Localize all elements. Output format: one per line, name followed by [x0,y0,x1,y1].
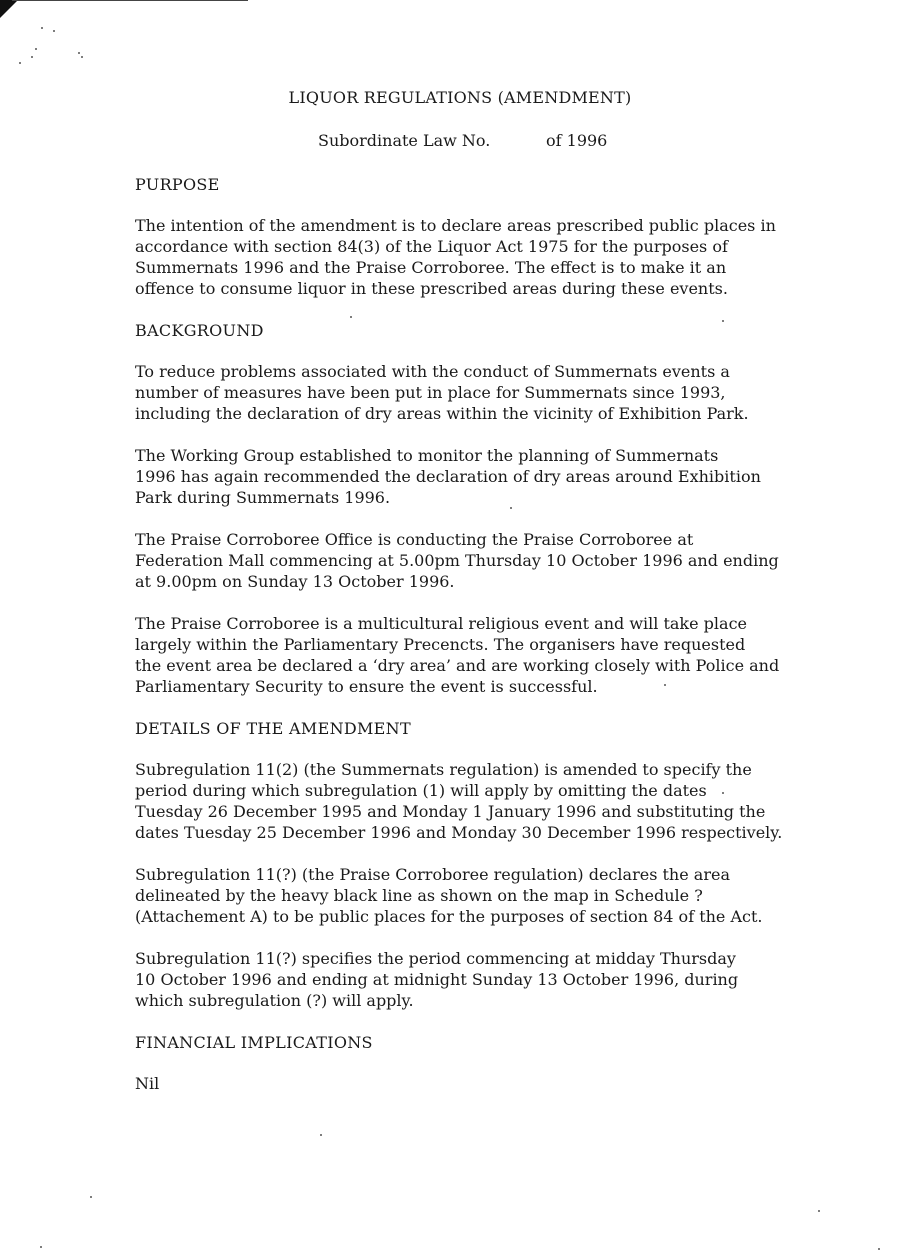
subordinate-law-year: of 1996 [546,131,608,150]
scan-speck [40,1246,42,1248]
document-title: LIQUOR REGULATIONS (AMENDMENT) [288,88,632,107]
section-heading: FINANCIAL IMPLICATIONS [135,1033,373,1052]
subordinate-law-label: Subordinate Law No. [318,131,491,150]
section-paragraph: Subregulation 11(?) (the Praise Corroboree regulation) declares the area delineated by the heavy black line as shown on the map in Schedule ? (Attachement A) to be public places for the purposes of section 84 of the Act. [135,865,763,926]
scan-top-rule [12,0,248,1]
section-paragraph: Nil [135,1074,160,1093]
document-subtitle [318,131,607,150]
scan-corner-mark [0,0,18,18]
scan-speck [878,1248,880,1250]
section-background [135,320,795,697]
scan-speck [90,1196,92,1198]
scan-speck [320,1134,322,1136]
section-purpose [135,174,795,299]
scan-speck [53,30,55,32]
scan-speck [818,1210,820,1212]
section-paragraph: The Working Group established to monitor the planning of Summernats 1996 has again recommended the declaration of dry areas around Exhibition Park during Summernats 1996. [135,446,761,507]
section-heading: PURPOSE [135,175,220,194]
scan-speck [31,56,33,58]
section-paragraph: Subregulation 11(2) (the Summernats regulation) is amended to specify the period during which subregulation (1) will apply by omitting the dates Tuesday 26 December 1995 and Monday 1 January 1996 and substituting the dates Tuesday 25 December 1996 and Monday 30 December 1996 respectively. [135,760,783,842]
section-details-of-amendment [135,718,795,1011]
section-financial-implications [135,1032,795,1094]
section-heading: DETAILS OF THE AMENDMENT [135,719,411,738]
section-paragraph: Subregulation 11(?) specifies the period commencing at midday Thursday 10 October 1996 and ending at midnight Sunday 13 October 1996, during which subregulation (?) will apply. [135,949,739,1010]
scan-speck [35,48,37,50]
scan-speck [41,27,43,29]
section-heading: BACKGROUND [135,321,264,340]
scan-speck [81,56,83,58]
section-paragraph: The Praise Corroboree is a multicultural religious event and will take place largely within the Parliamentary Precencts. The organisers have requested the event area be declared a ‘dry area’ and are working closely with Police and Parliamentary Security to ensure the event is successful. [135,614,780,696]
section-paragraph: The Praise Corroboree Office is conducting the Praise Corroboree at Federation Mall commencing at 5.00pm Thursday 10 October 1996 and ending at 9.00pm on Sunday 13 October 1996. [135,530,779,591]
scan-speck [19,62,21,64]
document-body [135,174,795,1115]
section-paragraph: To reduce problems associated with the conduct of Summernats events a number of measures have been put in place for Summernats since 1993, including the declaration of dry areas within the vicinity of Exhibition Park. [135,362,749,423]
scan-speck [78,52,80,54]
section-paragraph: The intention of the amendment is to declare areas prescribed public places in accordance with section 84(3) of the Liquor Act 1975 for the purposes of Summernats 1996 and the Praise Corroboree. The effect is to make it an offence to consume liquor in these prescribed areas during these events. [135,216,776,298]
